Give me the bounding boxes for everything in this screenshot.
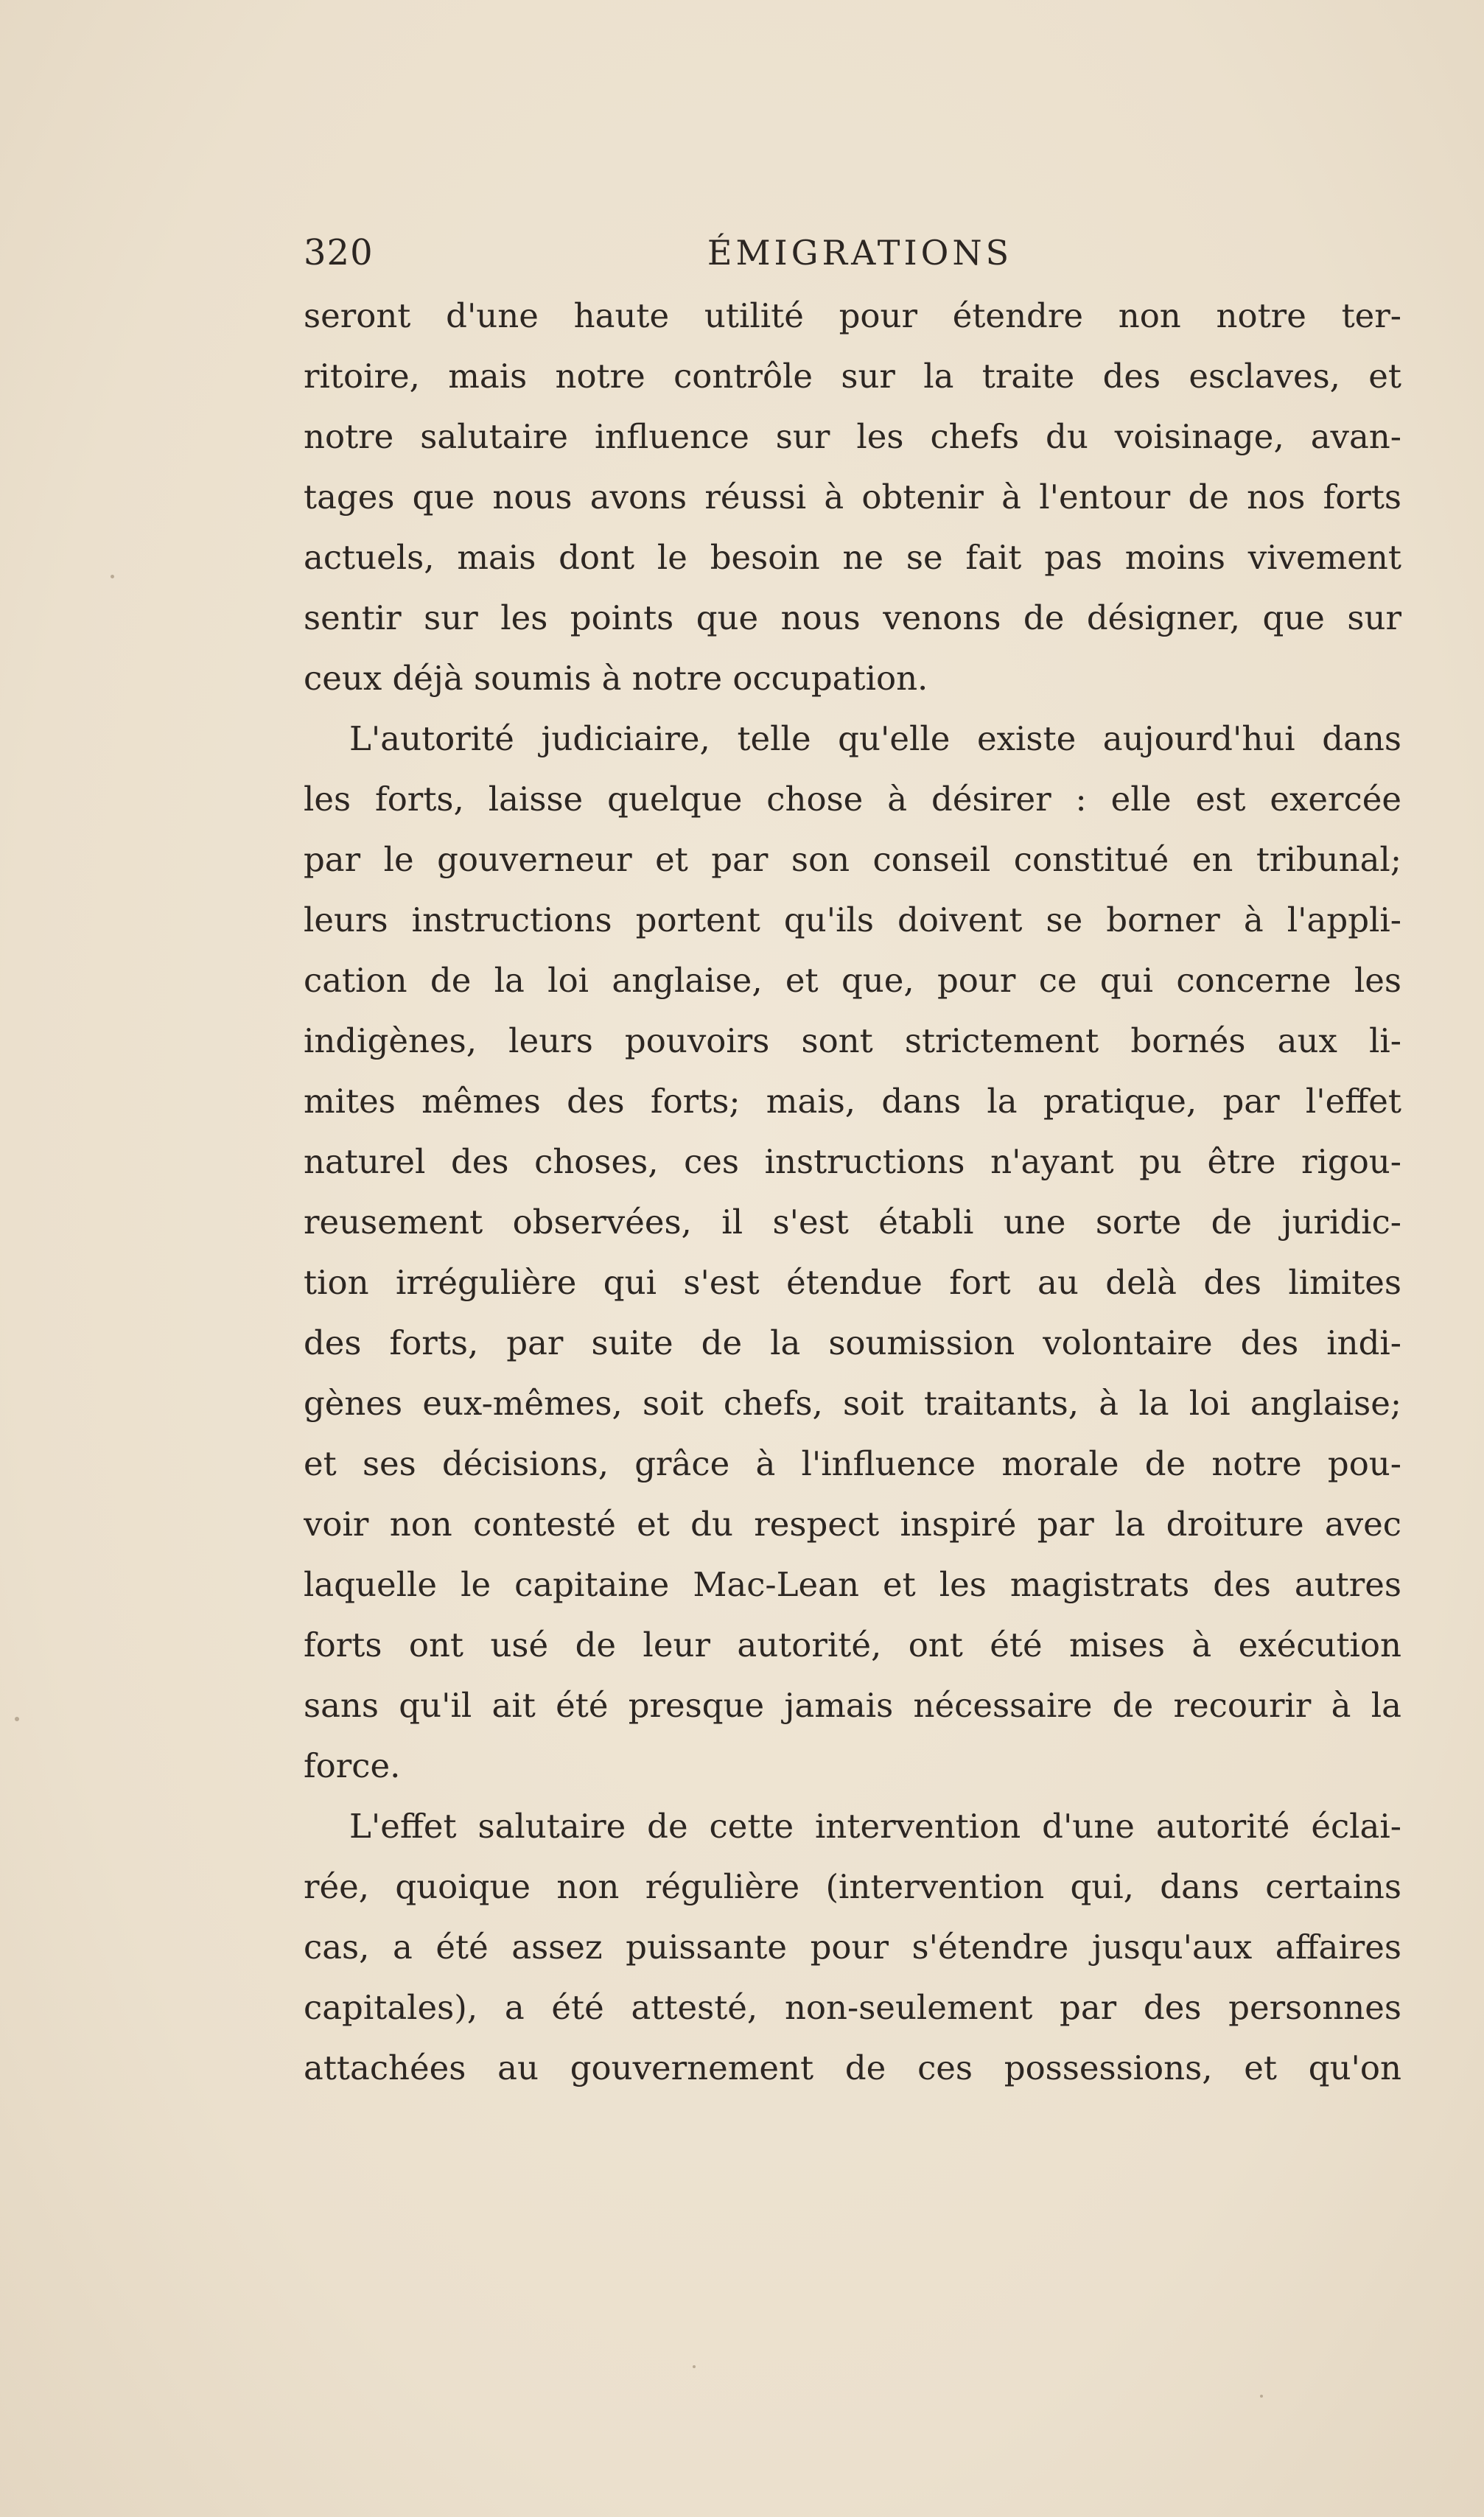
page-header	[304, 227, 1401, 279]
text-line: naturel des choses, ces instructions n'ayant pu être rigou-	[304, 1142, 1401, 1181]
text-line: leurs instructions portent qu'ils doivent se borner à l'appli-	[304, 900, 1401, 939]
text-line: laquelle le capitaine Mac-Lean et les magistrats des autres	[304, 1565, 1401, 1604]
text-line: et ses décisions, grâce à l'influence morale de notre pou-	[304, 1444, 1401, 1483]
paper-speck	[1260, 2395, 1263, 2398]
text-line: voir non contesté et du respect inspiré par la droiture avec	[304, 1505, 1401, 1544]
text-line: actuels, mais dont le besoin ne se fait pas moins vivement	[304, 538, 1401, 577]
text-line: L'autorité judiciaire, telle qu'elle existe aujourd'hui dans	[349, 719, 1401, 758]
text-line: notre salutaire influence sur les chefs du voisinage, avan-	[304, 417, 1401, 456]
text-line: tages que nous avons réussi à obtenir à l'entour de nos forts	[304, 477, 1401, 517]
page-number: 320	[304, 232, 374, 273]
text-line: des forts, par suite de la soumission volontaire des indi-	[304, 1323, 1401, 1362]
text-line: sentir sur les points que nous venons de désigner, que sur	[304, 598, 1401, 637]
text-line: mites mêmes des forts; mais, dans la pratique, par l'effet	[304, 1082, 1401, 1121]
text-line: forts ont usé de leur autorité, ont été mises à exécution	[304, 1625, 1401, 1664]
text-line: cation de la loi anglaise, et que, pour ce qui concerne les	[304, 961, 1401, 1000]
text-line: capitales), a été attesté, non-seulement par des personnes	[304, 1988, 1401, 2027]
text-line: gènes eux-mêmes, soit chefs, soit traitants, à la loi anglaise;	[304, 1384, 1401, 1423]
text-line: rée, quoique non régulière (intervention qui, dans certains	[304, 1867, 1401, 1906]
text-line: ritoire, mais notre contrôle sur la traite des esclaves, et	[304, 357, 1401, 396]
text-line: reusement observées, il s'est établi une sorte de juridic-	[304, 1203, 1401, 1242]
paper-speck	[15, 1717, 19, 1721]
paper-speck	[693, 2365, 696, 2368]
body-text	[304, 286, 1401, 2098]
text-line: seront d'une haute utilité pour étendre non notre ter-	[304, 296, 1401, 335]
running-title: ÉMIGRATIONS	[707, 233, 1013, 273]
text-line: indigènes, leurs pouvoirs sont strictement bornés aux li-	[304, 1021, 1401, 1060]
text-line: attachées au gouvernement de ces possessions, et qu'on	[304, 2048, 1401, 2087]
text-line: sans qu'il ait été presque jamais nécessaire de recourir à la	[304, 1686, 1401, 1725]
text-line: par le gouverneur et par son conseil constitué en tribunal;	[304, 840, 1401, 879]
text-line: tion irrégulière qui s'est étendue fort au delà des limites	[304, 1263, 1401, 1302]
text-line: force.	[304, 1746, 401, 1785]
text-line: les forts, laisse quelque chose à désirer : elle est exercée	[304, 780, 1401, 819]
text-line: L'effet salutaire de cette intervention d'une autorité éclai-	[349, 1807, 1401, 1846]
text-line: ceux déjà soumis à notre occupation.	[304, 659, 928, 698]
text-line: cas, a été assez puissante pour s'étendre jusqu'aux affaires	[304, 1928, 1401, 1967]
paper-speck	[111, 575, 114, 578]
